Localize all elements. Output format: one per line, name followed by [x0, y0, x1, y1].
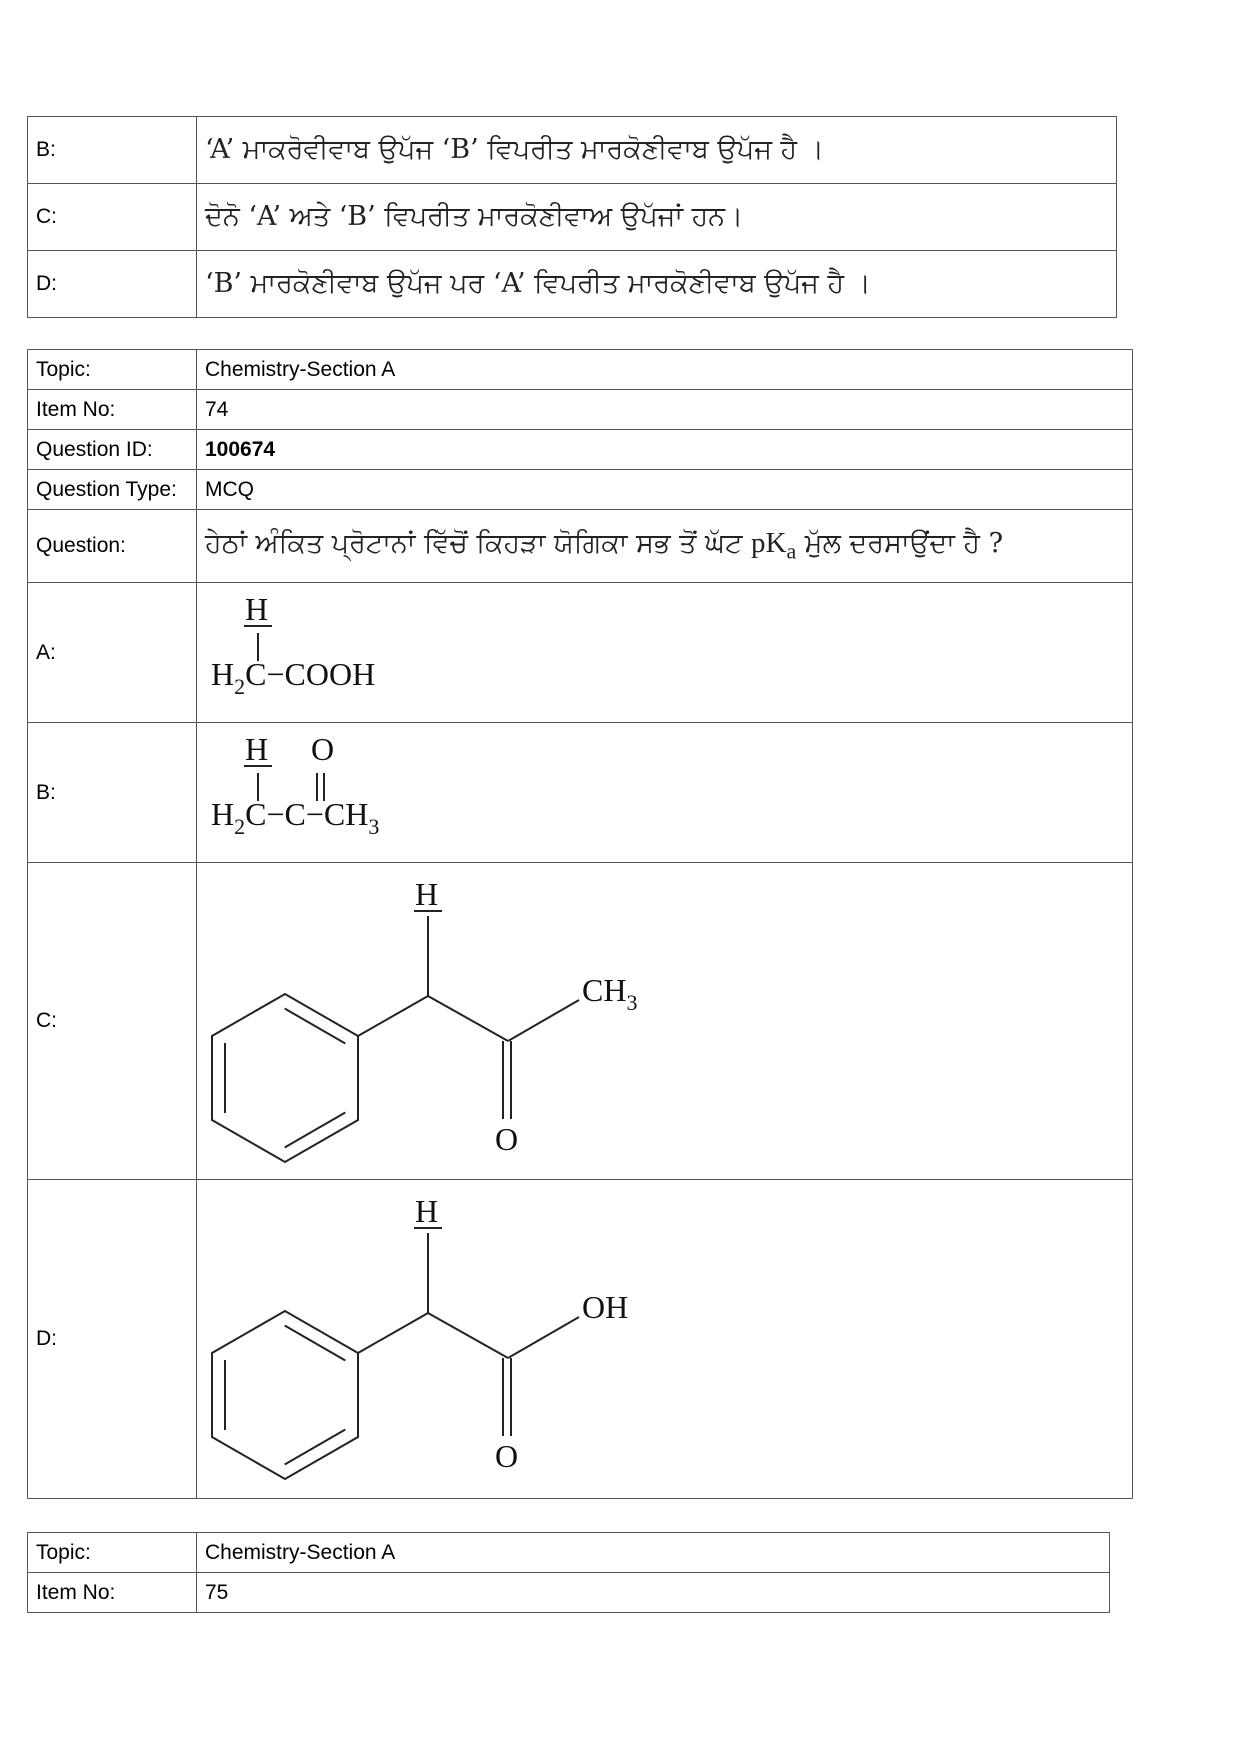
bond — [508, 1000, 579, 1041]
question-type-value: MCQ — [197, 470, 1133, 510]
ring-double-bond — [285, 1326, 346, 1361]
option-label: D: — [28, 251, 197, 318]
item-no-row — [28, 1573, 1110, 1613]
question-id-label: Question ID: — [28, 430, 197, 470]
bond — [508, 1317, 579, 1358]
option-label: B: — [28, 723, 197, 863]
option-row-b — [28, 723, 1133, 863]
label-h: H — [245, 731, 269, 767]
ring-double-bond — [285, 1009, 346, 1044]
option-label: C: — [28, 184, 197, 251]
question-table-75 — [27, 1532, 1110, 1613]
topic-label: Topic: — [28, 350, 197, 390]
label-h: H — [415, 876, 439, 912]
option-text: ‘B’ ਮਾਰਕੋਣੀਵਾਬ ਉਪੱਜ ਪਰ ‘A’ ਵਿਪਰੀਤ ਮਾਰਕੋਣੀਵਾਬ ਉਪੱਜ ਹੈ । — [197, 251, 1117, 318]
label-oh: OH — [582, 1289, 629, 1325]
structure-option-d — [197, 1180, 697, 1492]
question-label: Question: — [28, 510, 197, 583]
ring-double-bond — [285, 1429, 346, 1464]
formula: $H_2C-C-CH_3$ — [211, 796, 380, 839]
structure-option-c — [197, 863, 697, 1173]
question-id-value: 100674 — [197, 430, 1133, 470]
label-o: O — [495, 1121, 519, 1157]
formula: $H_2C-COOH$ — [211, 656, 376, 699]
label-h: H — [415, 1193, 439, 1229]
question-id-row — [28, 430, 1133, 470]
question-table-74 — [27, 349, 1133, 1499]
label-o: O — [311, 731, 335, 767]
option-text: ‘A’ ਮਾਕਰੋਵੀਵਾਬ ਉਪੱਜ ‘B’ ਵਿਪਰੀਤ ਮਾਰਕੋਣੀਵਾਬ ਉਪੱਜ ਹੈ । — [197, 117, 1117, 184]
benzene-ring — [212, 994, 358, 1162]
question-type-label: Question Type: — [28, 470, 197, 510]
option-label: C: — [28, 863, 197, 1180]
ring-double-bond — [285, 1112, 346, 1147]
question-type-row — [28, 470, 1133, 510]
option-label: A: — [28, 583, 197, 723]
option-row-d — [28, 1180, 1133, 1499]
label-ch3: $CH_3$ — [582, 972, 638, 1015]
bond — [428, 996, 508, 1041]
structure-option-a — [197, 583, 597, 716]
option-row-c — [28, 863, 1133, 1180]
option-row-c — [28, 184, 1117, 251]
bond — [358, 1313, 428, 1353]
bond — [428, 1313, 508, 1358]
label-h: H — [245, 591, 269, 627]
topic-value: Chemistry-Section A — [197, 350, 1133, 390]
item-no-label: Item No: — [28, 390, 197, 430]
item-no-value: 74 — [197, 390, 1133, 430]
option-label: D: — [28, 1180, 197, 1499]
topic-label: Topic: — [28, 1533, 197, 1573]
benzene-ring — [212, 1311, 358, 1479]
question-row — [28, 510, 1133, 583]
option-label: B: — [28, 117, 197, 184]
item-no-label: Item No: — [28, 1573, 197, 1613]
previous-options-table — [27, 116, 1117, 318]
item-no-value: 75 — [197, 1573, 1110, 1613]
structure-option-b — [197, 723, 597, 856]
option-row-b — [28, 117, 1117, 184]
option-row-a — [28, 583, 1133, 723]
label-o: O — [495, 1438, 519, 1474]
topic-row — [28, 350, 1133, 390]
option-row-d — [28, 251, 1117, 318]
topic-row — [28, 1533, 1110, 1573]
item-no-row — [28, 390, 1133, 430]
option-text: ਦੋਨੋ ‘A’ ਅਤੇ ‘B’ ਵਿਪਰੀਤ ਮਾਰਕੋਣੀਵਾਅ ਉਪੱਜਾਂ ਹਨ। — [197, 184, 1117, 251]
question-text: ਹੇਠਾਂ ਅੰਕਿਤ ਪ੍ਰੋਟਾਨਾਂ ਵਿੱਚੋਂ ਕਿਹੜਾ ਯੋਗਿਕਾ ਸਭ ਤੋਂ ਘੱਟ $pK_a$ ਮੁੱਲ ਦਰਸਾਉਂਦਾ ਹੈ ? — [197, 510, 1133, 583]
bond — [358, 996, 428, 1036]
topic-value: Chemistry-Section A — [197, 1533, 1110, 1573]
